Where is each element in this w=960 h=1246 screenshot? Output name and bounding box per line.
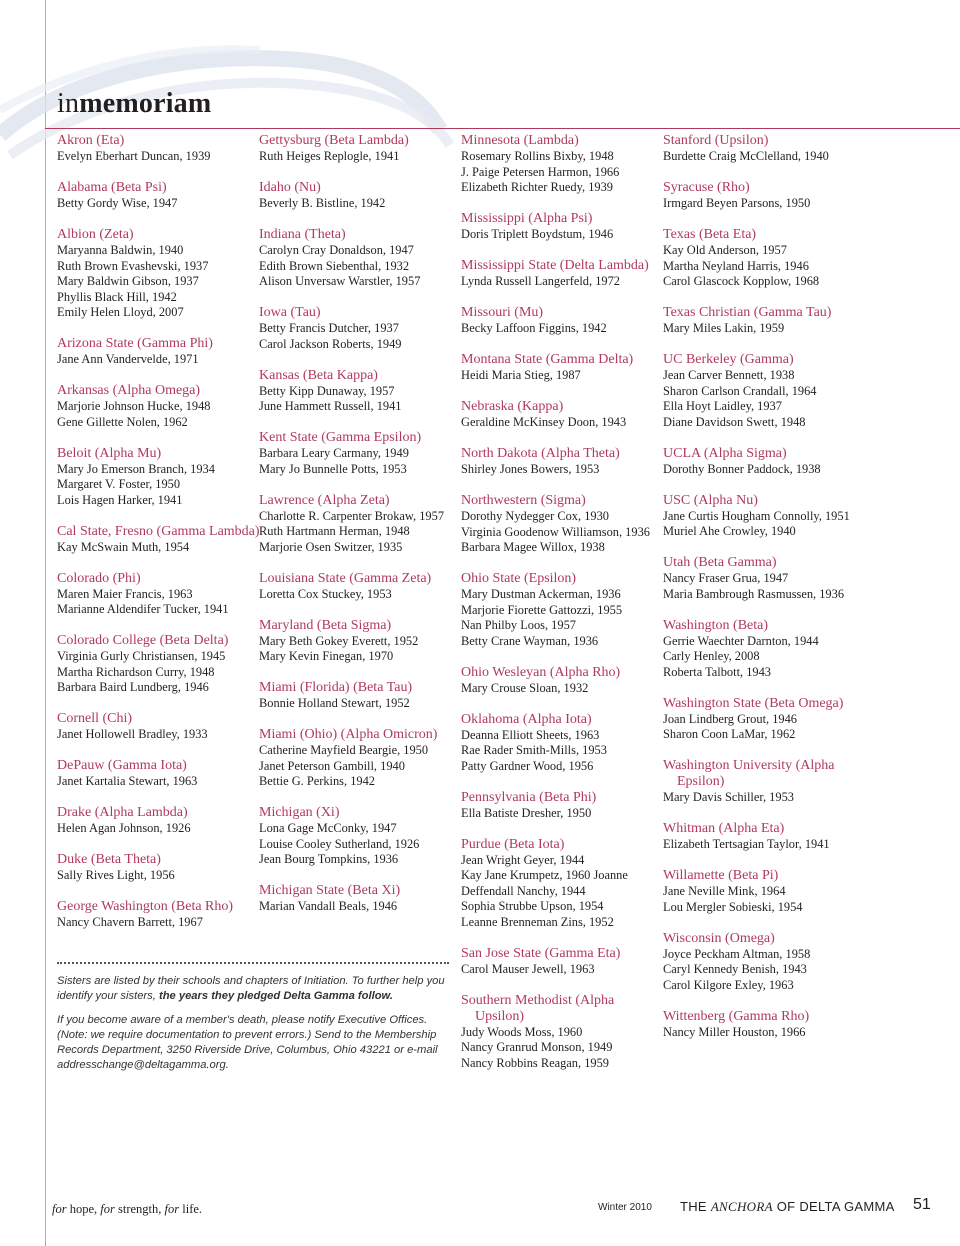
chapter-heading: Cornell (Chi) [57, 711, 133, 726]
chapter-heading: Albion (Zeta) [57, 227, 134, 242]
chapter-heading: UCLA (Alpha Sigma) [663, 445, 787, 461]
member-name: Jane Ann Vandervelde, 1971 [57, 352, 199, 366]
chapter-heading: Wittenberg (Gamma Rho) [663, 1008, 810, 1024]
chapter-heading: Syracuse (Rho) [663, 180, 750, 195]
member-name: Margaret V. Foster, 1950 [57, 477, 181, 491]
chapter-heading: DePauw (Gamma Iota) [57, 758, 187, 773]
memorial-entry [663, 227, 859, 290]
chapter-heading: Colorado College (Beta Delta) [57, 633, 229, 648]
memorial-entry [259, 430, 455, 477]
chapter-heading: Missouri (Mu) [461, 305, 544, 320]
memorial-entry [663, 931, 859, 994]
member-name: Becky Laffoon Figgins, 1942 [461, 321, 607, 335]
chapter-heading: Arizona State (Gamma Phi) [57, 336, 213, 351]
member-name: Virginia Gurly Christiansen, 1945 [57, 649, 226, 663]
memorial-entry [461, 352, 657, 384]
chapter-heading: Colorado (Phi) [57, 570, 141, 586]
memorial-entry [461, 258, 657, 290]
notice-paragraph-1: Sisters are listed by their schools and chapters of Initiation. To further help you identify your sisters, the years they pledged Delta Gamma follow. [57, 975, 445, 1002]
member-name: Martha Richardson Curry, 1948 [57, 664, 215, 679]
memorial-entry [259, 571, 455, 603]
chapter-heading: Nebraska (Kappa) [461, 399, 564, 414]
member-name: Nancy Miller Houston, 1966 [663, 1024, 806, 1039]
chapter-heading: Miami (Ohio) (Alpha Omicron) [259, 727, 438, 742]
margin-rule-vertical [45, 0, 46, 1246]
memorial-entry [259, 368, 455, 415]
memorial-entry [259, 727, 455, 790]
memorial-entry [663, 868, 859, 915]
member-name: Charlotte R. Carpenter Brokaw, 1957 [259, 508, 445, 523]
member-name: Barbara Leary Carmany, 1949 [259, 446, 409, 460]
member-name: Janet Peterson Gambill, 1940 [259, 758, 405, 773]
member-name: Geraldine McKinsey Doon, 1943 [461, 415, 627, 429]
chapter-heading: Drake (Alpha Lambda) [57, 805, 188, 820]
member-name: Joan Lindberg Grout, 1946 [663, 711, 797, 726]
chapter-heading: Louisiana State (Gamma Zeta) [259, 570, 432, 586]
chapter-heading: Gettysburg (Beta Lambda) [259, 133, 409, 148]
member-name: Lou Mergler Sobieski, 1954 [663, 899, 803, 914]
member-name: Ruth Brown Evashevski, 1937 [57, 258, 209, 273]
chapter-heading: Indiana (Theta) [259, 227, 346, 242]
memorial-entry [57, 805, 253, 837]
memorial-entry [57, 523, 260, 556]
member-name: Leanne Brenneman Zins, 1952 [461, 914, 614, 929]
memorial-entry [461, 133, 657, 196]
chapter-heading: Southern Methodist (Alpha Upsilon) [461, 992, 615, 1024]
member-name: Carolyn Cray Donaldson, 1947 [259, 243, 414, 257]
chapter-heading: Idaho (Nu) [259, 180, 321, 195]
memorial-entry [663, 493, 859, 540]
member-name: Kay Jane Krumpetz, 1960 Joanne [461, 868, 628, 882]
memorial-entry [461, 399, 657, 431]
chapter-heading: Lawrence (Alpha Zeta) [259, 492, 390, 508]
member-name: Mary Crouse Sloan, 1932 [461, 680, 589, 695]
member-name: Carol Mauser Jewell, 1963 [461, 961, 595, 976]
chapter-heading: Arkansas (Alpha Omega) [57, 383, 201, 398]
chapter-heading: Washington University (Alpha Epsilon) [663, 758, 835, 789]
column-4 [663, 133, 859, 1056]
member-name: Loretta Cox Stuckey, 1953 [259, 586, 392, 601]
member-name: Mary Jo Bunnelle Potts, 1953 [259, 461, 407, 476]
member-name: Doris Triplett Boydstum, 1946 [461, 227, 614, 241]
member-name: Patty Gardner Wood, 1956 [461, 758, 594, 773]
chapter-heading: George Washington (Beta Rho) [57, 899, 234, 914]
member-name: Mary Jo Emerson Branch, 1934 [57, 461, 215, 476]
member-name: Lois Hagen Harker, 1941 [57, 492, 183, 507]
member-name: Shirley Jones Bowers, 1953 [461, 462, 600, 476]
member-name: Maren Maier Francis, 1963 [57, 586, 193, 601]
chapter-heading: Kent State (Gamma Epsilon) [259, 430, 422, 445]
listing-notice [57, 962, 449, 1073]
member-name: Marianne Aldendifer Tucker, 1941 [57, 602, 229, 616]
chapter-heading: Texas Christian (Gamma Tau) [663, 305, 832, 320]
member-name: Catherine Mayfield Beargie, 1950 [259, 743, 429, 757]
memorial-entry [663, 555, 859, 602]
memorial-entry [57, 227, 253, 321]
memorial-entry [461, 493, 657, 556]
memorial-entry [57, 446, 253, 509]
member-name: Heidi Maria Stieg, 1987 [461, 368, 581, 382]
chapter-heading: Kansas (Beta Kappa) [259, 367, 378, 383]
memorial-entry [461, 211, 657, 243]
member-name: Ruth Heiges Replogle, 1941 [259, 149, 400, 163]
memorial-entry [259, 305, 455, 352]
chapter-heading: UC Berkeley (Gamma) [663, 352, 794, 367]
member-name: Carol Jackson Roberts, 1949 [259, 336, 402, 351]
member-name: Marjorie Osen Switzer, 1935 [259, 539, 403, 554]
memorial-entry [663, 446, 859, 478]
member-name: Gene Gillette Nolen, 1962 [57, 414, 188, 429]
member-name: Dorothy Bonner Paddock, 1938 [663, 461, 821, 476]
chapter-heading: San Jose State (Gamma Eta) [461, 945, 621, 961]
memorial-entry [461, 790, 657, 822]
member-name: Maryanna Baldwin, 1940 [57, 243, 184, 257]
chapter-heading: Ohio Wesleyan (Alpha Rho) [461, 664, 621, 680]
chapter-heading: Washington (Beta) [663, 617, 769, 633]
member-name: Ella Batiste Dresher, 1950 [461, 805, 592, 820]
chapter-heading: Utah (Beta Gamma) [663, 555, 777, 570]
memorial-entry [663, 305, 859, 337]
member-name: Nancy Fraser Grua, 1947 [663, 571, 789, 585]
chapter-heading: Wisconsin (Omega) [663, 930, 775, 946]
page-title: inmemoriam [57, 88, 212, 119]
memorial-entry [663, 758, 859, 806]
member-name: Nan Philby Loos, 1957 [461, 618, 576, 632]
column-3 [461, 133, 657, 1087]
member-name: Nancy Granrud Monson, 1949 [461, 1040, 613, 1054]
chapter-heading: Northwestern (Sigma) [461, 493, 586, 508]
memorial-entry [259, 805, 455, 868]
member-name: Betty Gordy Wise, 1947 [57, 196, 178, 210]
memorial-entry [259, 493, 455, 556]
chapter-heading: Cal State, Fresno (Gamma Lambda) [57, 523, 260, 539]
member-name: Beverly B. Bistline, 1942 [259, 196, 386, 210]
memorial-entry [57, 133, 253, 165]
member-name: Ruth Hartmann Herman, 1948 [259, 524, 410, 538]
member-name: Martha Neyland Harris, 1946 [663, 258, 809, 273]
member-name: Jean Bourg Tompkins, 1936 [259, 852, 399, 866]
memorial-entry [259, 680, 455, 712]
member-name: Marjorie Fiorette Gattozzi, 1955 [461, 602, 623, 617]
memorial-entry [461, 665, 657, 697]
member-name: Muriel Ahe Crowley, 1940 [663, 524, 796, 538]
memorial-entry [57, 383, 253, 430]
memorial-entry [57, 571, 253, 618]
memorial-entry [663, 1009, 859, 1041]
chapter-heading: Duke (Beta Theta) [57, 852, 161, 867]
member-name: Mary Miles Lakin, 1959 [663, 321, 785, 335]
memorial-entry [461, 993, 657, 1072]
memorial-entry [663, 618, 859, 681]
member-name: Mary Dustman Ackerman, 1936 [461, 587, 621, 601]
memorial-entry [461, 305, 657, 337]
member-name: Rae Rader Smith-Mills, 1953 [461, 743, 607, 757]
chapter-heading: Stanford (Upsilon) [663, 133, 769, 148]
chapter-heading: Willamette (Beta Pi) [663, 868, 779, 883]
chapter-heading: Maryland (Beta Sigma) [259, 617, 392, 633]
member-name: Nancy Chavern Barrett, 1967 [57, 915, 203, 929]
member-name: Carly Henley, 2008 [663, 649, 760, 663]
chapter-heading: Ohio State (Epsilon) [461, 571, 577, 586]
member-name: Dorothy Nydegger Cox, 1930 [461, 509, 609, 523]
member-name: Sharon Carlson Crandall, 1964 [663, 383, 817, 398]
member-name: Virginia Goodenow Williamson, 1936 [461, 524, 650, 539]
member-name: Deanna Elliott Sheets, 1963 [461, 727, 600, 742]
notice-paragraph-2: If you become aware of a member's death, please notify Executive Offices. (Note: we require documentation to prevent errors.) Send to the Membership Records Department, 3250 Riverside Drive, Columbus, Ohio 43221 or e-mail addresschange@deltagamma.org. [57, 1014, 438, 1071]
member-name: Edith Brown Siebenthal, 1932 [259, 258, 410, 273]
chapter-heading: USC (Alpha Nu) [663, 492, 758, 508]
memorial-entry [259, 180, 455, 212]
member-name: Mary Baldwin Gibson, 1937 [57, 274, 199, 288]
member-name: Kay Old Anderson, 1957 [663, 243, 787, 257]
memorial-entry [57, 852, 253, 884]
chapter-heading: Whitman (Alpha Eta) [663, 821, 785, 836]
chapter-heading: Akron (Eta) [57, 133, 125, 148]
member-name: Maria Bambrough Rasmussen, 1936 [663, 586, 845, 601]
memorial-entry [259, 133, 455, 165]
memorial-entry [461, 712, 657, 775]
member-name: Betty Francis Dutcher, 1937 [259, 321, 399, 335]
chapter-heading: Oklahoma (Alpha Iota) [461, 711, 592, 727]
memorial-entry [663, 821, 859, 853]
column-1 [57, 133, 260, 946]
member-name: Betty Kipp Dunaway, 1957 [259, 383, 395, 398]
memorial-entry [57, 336, 253, 368]
member-name: Betty Crane Wayman, 1936 [461, 633, 599, 648]
column-2 [259, 133, 455, 930]
member-name: Bettie G. Perkins, 1942 [259, 774, 375, 788]
member-name: June Hammett Russell, 1941 [259, 399, 402, 413]
member-name: Ella Hoyt Laidley, 1937 [663, 399, 782, 413]
member-name: Jean Carver Bennett, 1938 [663, 368, 795, 382]
member-name: Marjorie Johnson Hucke, 1948 [57, 399, 211, 413]
page-number: 51 [913, 1196, 931, 1213]
chapter-heading: North Dakota (Alpha Theta) [461, 446, 620, 461]
footer-issue-date: Winter 2010 [598, 1202, 652, 1213]
member-name: Elizabeth Richter Ruedy, 1939 [461, 180, 613, 194]
chapter-heading: Miami (Florida) (Beta Tau) [259, 680, 413, 695]
chapter-heading: Mississippi State (Delta Lambda) [461, 258, 649, 273]
member-name: Irmgard Beyen Parsons, 1950 [663, 196, 811, 210]
member-name: Nancy Robbins Reagan, 1959 [461, 1055, 609, 1070]
memorial-entry [57, 180, 253, 212]
memorial-entry [461, 446, 657, 478]
chapter-heading: Minnesota (Lambda) [461, 133, 579, 148]
chapter-heading: Pennsylvania (Beta Phi) [461, 789, 597, 805]
member-name: Judy Woods Moss, 1960 [461, 1024, 583, 1039]
memorial-entry [461, 837, 657, 931]
member-name: Alison Unversaw Warstler, 1957 [259, 274, 421, 288]
chapter-heading: Washington State (Beta Omega) [663, 695, 844, 711]
member-name: Bonnie Holland Stewart, 1952 [259, 696, 410, 710]
memorial-entry [259, 227, 455, 290]
member-name: Caryl Kennedy Benish, 1943 [663, 962, 807, 976]
member-name: Lynda Russell Langerfeld, 1972 [461, 274, 620, 288]
member-name: Burdette Craig McClelland, 1940 [663, 149, 829, 163]
member-name: Deffendall Nanchy, 1944 [461, 883, 586, 898]
memorial-entry [259, 883, 455, 915]
memorial-entry [461, 946, 657, 978]
chapter-heading: Michigan State (Beta Xi) [259, 883, 401, 898]
member-name: Rosemary Rollins Bixby, 1948 [461, 149, 614, 163]
chapter-heading: Beloit (Alpha Mu) [57, 445, 162, 461]
memorial-entry [663, 133, 859, 165]
member-name: Diane Davidson Swett, 1948 [663, 414, 806, 429]
memorial-entry [663, 352, 859, 430]
member-name: Roberta Talbott, 1943 [663, 664, 771, 679]
chapter-heading: Montana State (Gamma Delta) [461, 352, 634, 367]
footer-magazine-title: THE ANCHORA OF DELTA GAMMA [680, 1199, 895, 1214]
memorial-entry [461, 571, 657, 649]
member-name: Mary Kevin Finegan, 1970 [259, 649, 394, 663]
chapter-heading: Mississippi (Alpha Psi) [461, 211, 593, 226]
memorial-entry [57, 633, 253, 696]
member-name: Jane Curtis Hougham Connolly, 1951 [663, 508, 850, 523]
member-name: Sharon Coon LaMar, 1962 [663, 727, 796, 741]
chapter-heading: Iowa (Tau) [259, 305, 321, 320]
member-name: Jane Neville Mink, 1964 [663, 884, 786, 898]
member-name: Emily Helen Lloyd, 2007 [57, 305, 184, 319]
member-name: Sophia Strubbe Upson, 1954 [461, 899, 604, 913]
member-name: Mary Beth Gokey Everett, 1952 [259, 633, 419, 648]
title-rule [45, 128, 960, 129]
member-name: Barbara Magee Willox, 1938 [461, 540, 605, 554]
member-name: Joyce Peckham Altman, 1958 [663, 946, 811, 961]
member-name: Lona Gage McConky, 1947 [259, 821, 397, 835]
member-name: Helen Agan Johnson, 1926 [57, 821, 191, 835]
memorial-entry [663, 696, 859, 743]
member-name: Louise Cooley Sutherland, 1926 [259, 836, 420, 851]
member-name: Phyllis Black Hill, 1942 [57, 289, 177, 304]
memorial-entry [663, 180, 859, 212]
footer-tagline: for hope, for strength, for life. [52, 1202, 203, 1216]
memorial-entry [259, 618, 455, 665]
member-name: Jean Wright Geyer, 1944 [461, 852, 585, 867]
chapter-heading: Michigan (Xi) [259, 805, 340, 820]
member-name: Carol Kilgore Exley, 1963 [663, 977, 794, 992]
chapter-heading: Texas (Beta Eta) [663, 227, 757, 242]
memorial-entry [57, 758, 253, 790]
member-name: Sally Rives Light, 1956 [57, 868, 175, 882]
member-name: Kay McSwain Muth, 1954 [57, 539, 190, 554]
chapter-heading: Purdue (Beta Iota) [461, 836, 565, 852]
member-name: Evelyn Eberhart Duncan, 1939 [57, 149, 211, 163]
member-name: Janet Kartalia Stewart, 1963 [57, 774, 198, 788]
member-name: Barbara Baird Lundberg, 1946 [57, 680, 209, 694]
member-name: Gerrie Waechter Darnton, 1944 [663, 633, 819, 648]
member-name: Mary Davis Schiller, 1953 [663, 790, 794, 804]
memorial-entry [57, 899, 253, 931]
member-name: Carol Glascock Kopplow, 1968 [663, 274, 820, 288]
chapter-heading: Alabama (Beta Psi) [57, 180, 167, 195]
member-name: J. Paige Petersen Harmon, 1966 [461, 164, 620, 179]
member-name: Janet Hollowell Bradley, 1933 [57, 727, 208, 741]
memorial-entry [57, 711, 253, 743]
member-name: Marian Vandall Beals, 1946 [259, 899, 398, 913]
member-name: Elizabeth Tertsagian Taylor, 1941 [663, 837, 830, 851]
